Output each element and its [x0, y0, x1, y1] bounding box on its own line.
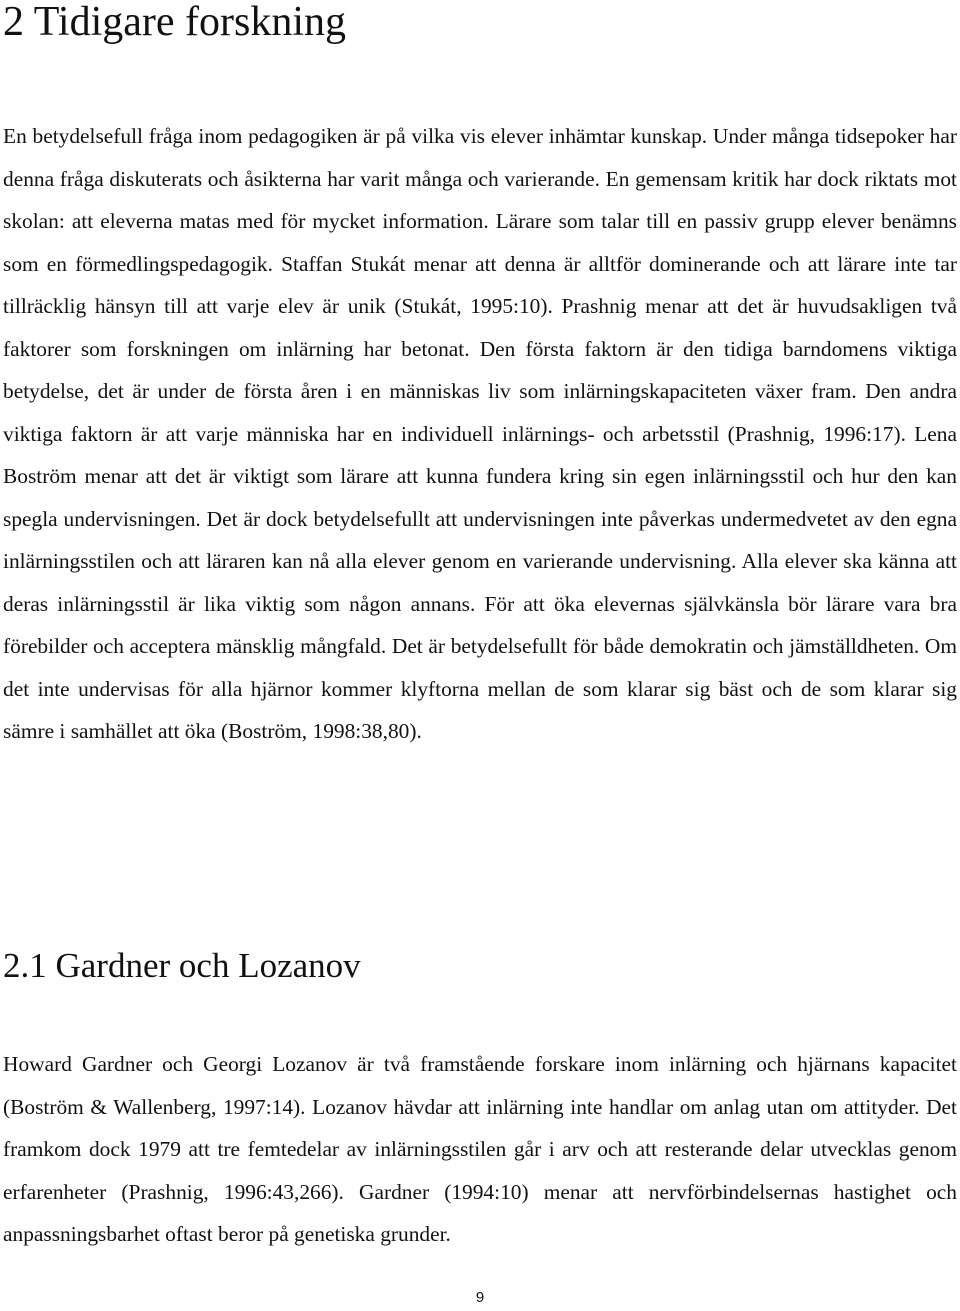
subsection-heading: 2.1 Gardner och Lozanov	[3, 946, 361, 985]
section-paragraph: En betydelsefull fråga inom pedagogiken är på vilka vis elever inhämtar kunskap. Under många tidsepoker har denna fråga diskuterats och åsikterna har varit många och varierande. En gemensam kritik har dock riktats mot skolan: att eleverna matas med för mycket information. Lärare som talar till en passiv grupp elever benämns som en förmedlingspedagogik. Staffan Stukát menar att denna är alltför dominerande och att lärare inte tar tillräcklig hänsyn till att varje elev är unik (Stukát, 1995:10). Prashnig menar att det är huvudsakligen två faktorer som forskningen om inlärning har betonat. Den första faktorn är den tidiga barndomens viktiga betydelse, det är under de första åren i en människas liv som inlärningskapaciteten växer fram. Den andra viktiga faktorn är att varje människa har en individuell inlärnings- och arbetsstil (Prashnig, 1996:17). Lena Boström menar att det är viktigt som lärare att kunna fundera kring sin egen inlärningsstil och hur den kan spegla undervisningen. Det är dock betydelsefullt att undervisningen inte påverkas undermedvetet av den egna inlärningsstilen och att läraren kan nå alla elever genom en varierande undervisning. Alla elever ska känna att deras inlärningsstil är lika viktig som någon annans. För att öka elevernas självkänsla bör lärare vara bra förebilder och acceptera mänsklig mångfald. Det är betydelsefullt för både demokratin och jämställdheten. Om det inte undervisas för alla hjärnor kommer klyftorna mellan de som klarar sig bäst och de som klarar sig sämre i samhället att öka (Boström, 1998:38,80).	[3, 124, 957, 743]
subsection-paragraph: Howard Gardner och Georgi Lozanov är två framstående forskare inom inlärning och hjärnans kapacitet (Boström & Wallenberg, 1997:14). Lozanov hävdar att inlärning inte handlar om anlag utan om attityder. Det framkom dock 1979 att tre femtedelar av inlärningsstilen går i arv och att resterande delar utvecklas genom erfarenheter (Prashnig, 1996:43,266). Gardner (1994:10) menar att nervförbindelsernas hastighet och anpassningsbarhet oftast beror på genetiska grunder.	[3, 1052, 957, 1246]
section-heading: 2 Tidigare forskning	[3, 0, 347, 45]
page-number: 9	[475, 1289, 485, 1306]
